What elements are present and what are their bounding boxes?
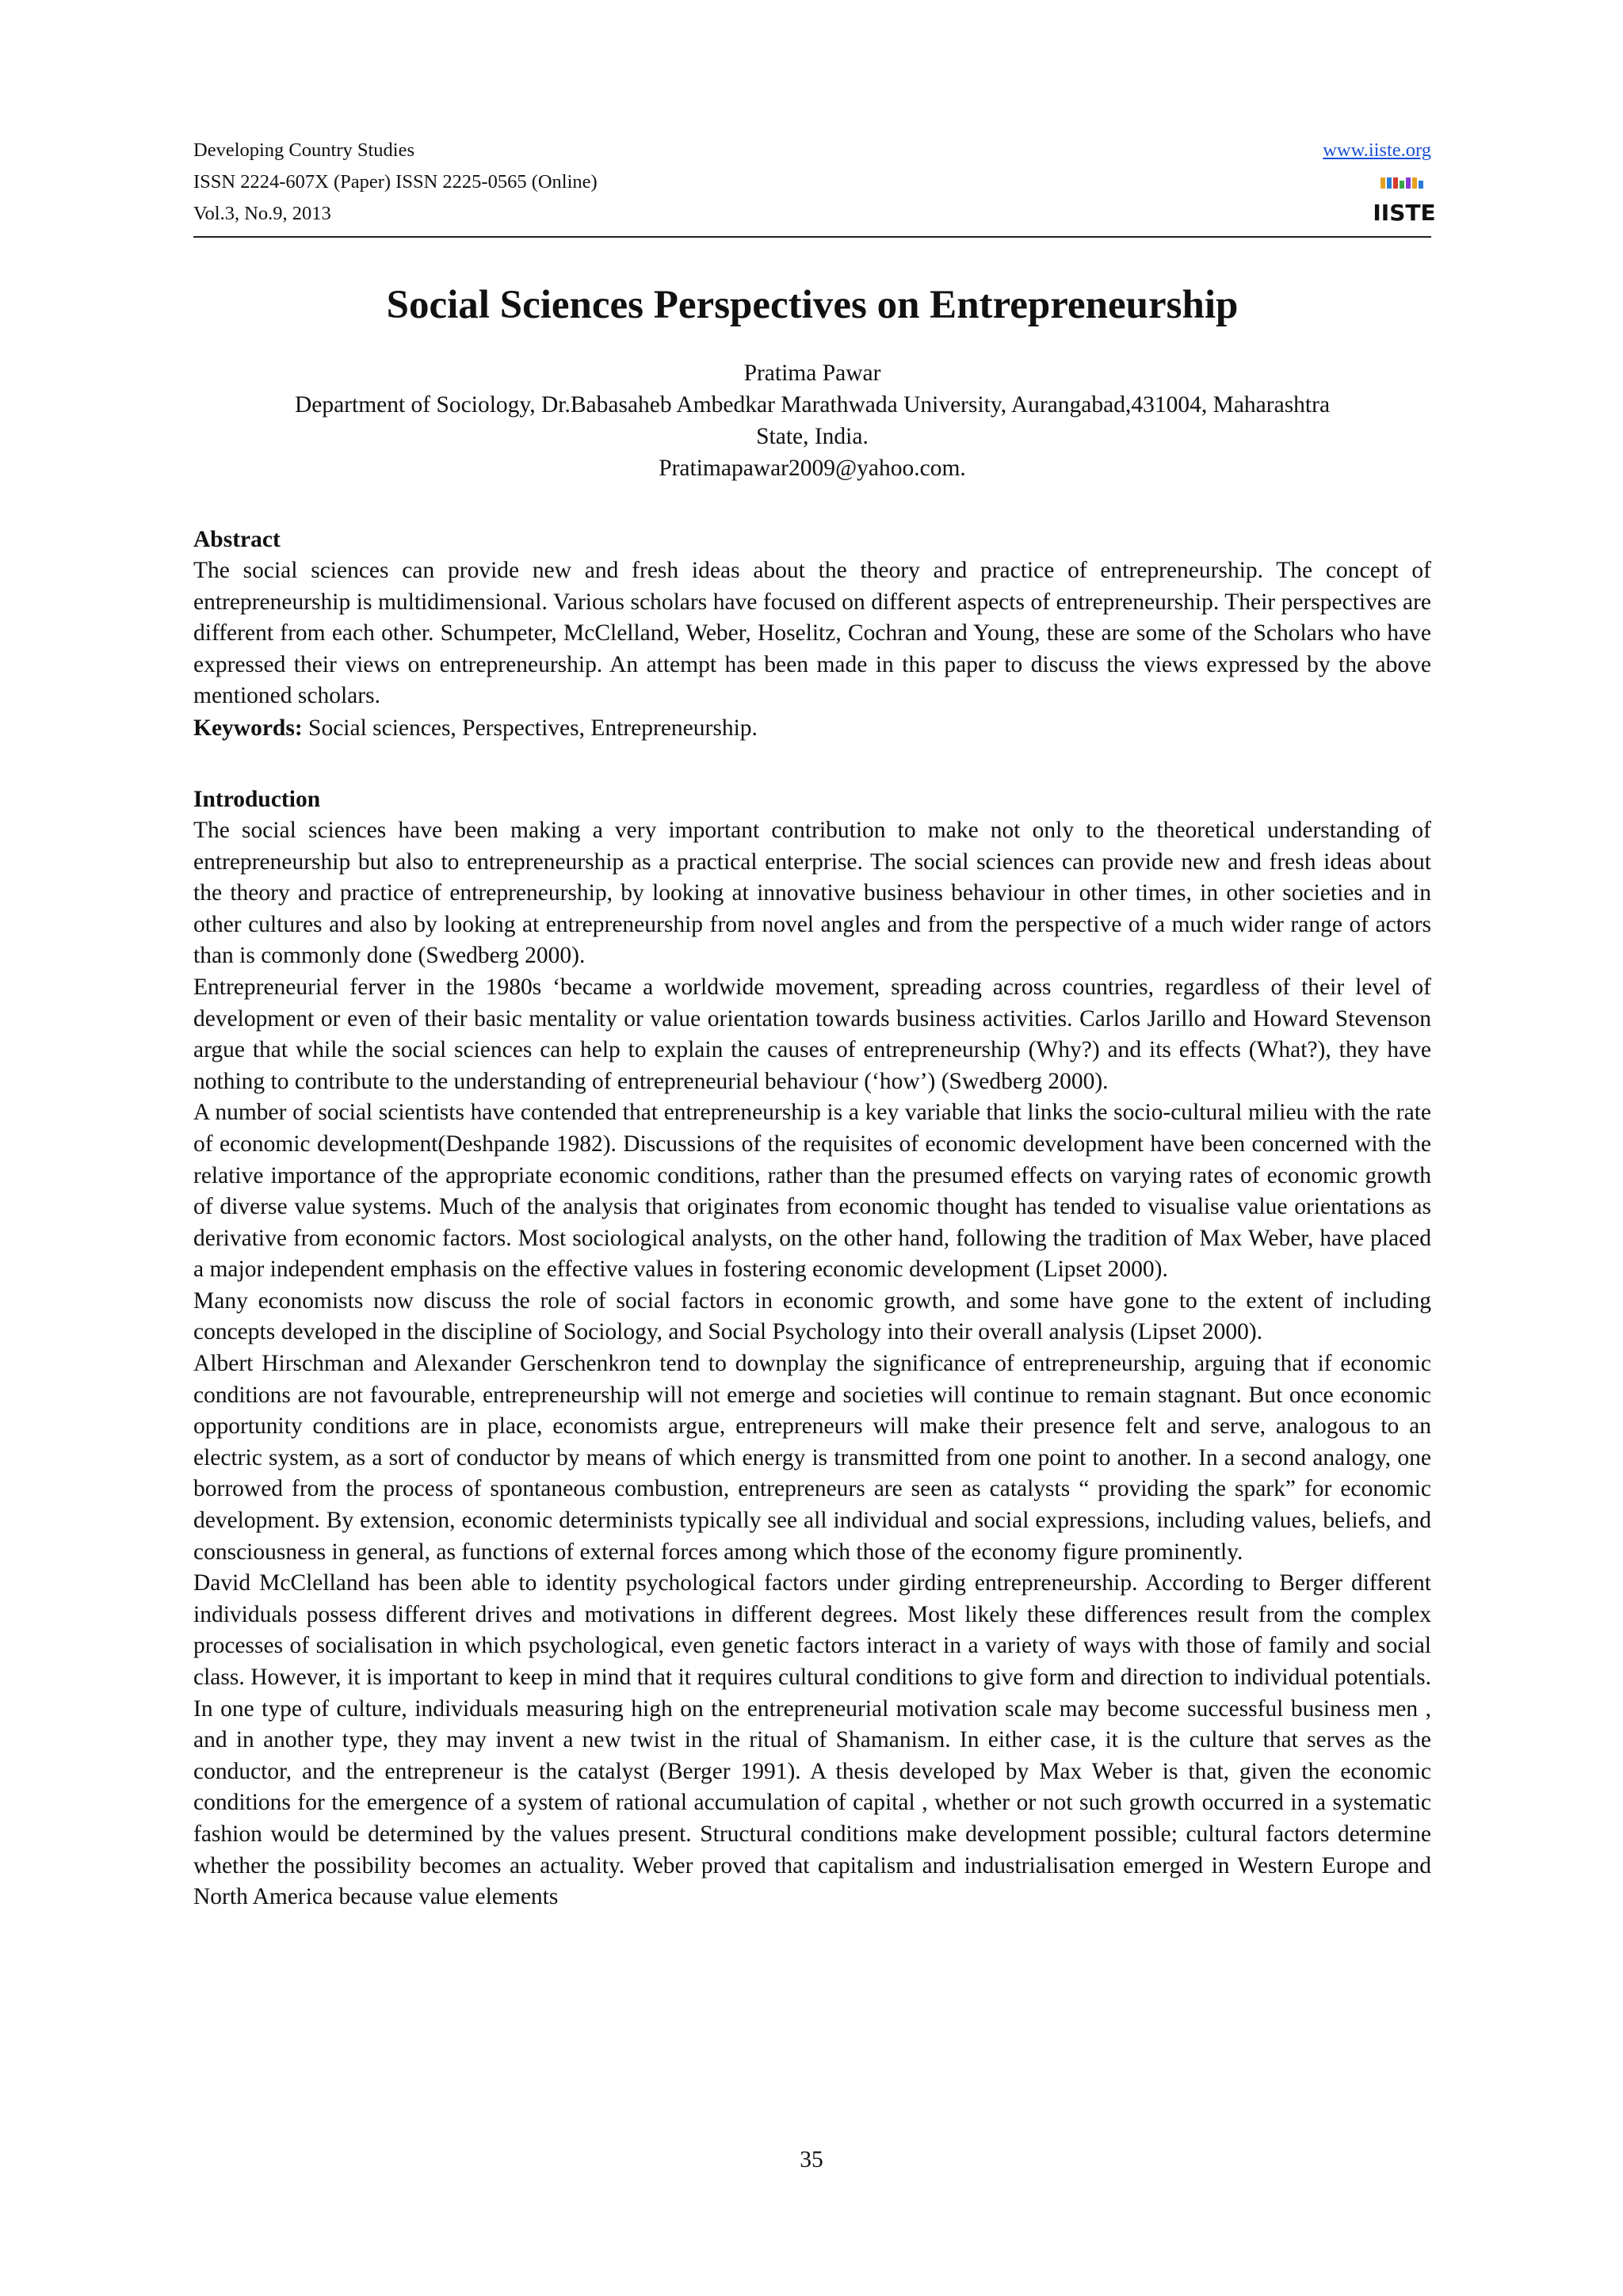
paper-page (193, 135, 1436, 1913)
introduction-heading: Introduction (193, 786, 321, 812)
journal-volume: Vol.3, No.9, 2013 (193, 203, 331, 224)
journal-name: Developing Country Studies (193, 139, 415, 161)
logo-text: IISTE (1373, 200, 1436, 226)
paper-title: Social Sciences Perspectives on Entrepreneurship (386, 283, 1239, 327)
author-affiliation-line1: Department of Sociology, Dr.Babasaheb Ambedkar Marathwada University, Aurangabad,431004, Maharashtra (294, 392, 1331, 418)
intro-paragraph: Entrepreneurial ferver in the 1980s ‘became a worldwide movement, spreading across countries, regardless of their level of development or even of their basic mentality or value orientation towards business activities. Carlos Jarillo and Howard Stevenson argue that while the social sciences can help to explain the causes of entrepreneurship (Why?) and its effects (What?), they have nothing to contribute to the understanding of entrepreneurial behaviour (‘how’) (Swedberg 2000). (193, 974, 1431, 1094)
keywords-list: Social sciences, Perspectives, Entrepreneurship. (302, 715, 758, 741)
iiste-logo-icon (1373, 174, 1436, 231)
page-number: 35 (800, 2147, 823, 2172)
website-link[interactable]: www.iiste.org (1323, 139, 1431, 161)
author-name: Pratima Pawar (743, 360, 881, 386)
abstract-heading: Abstract (193, 527, 281, 552)
journal-site (1323, 135, 1436, 242)
keywords-label: Keywords: (193, 715, 303, 741)
intro-paragraph: Albert Hirschman and Alexander Gerschenkron tend to downplay the significance of entrepreneurship, arguing that if economic conditions are not favourable, entrepreneurship will not emerge and societies will continue to remain stagnant. But once economic opportunity conditions are in place, economists argue, entrepreneurs will make their presence felt and serve, analogous to an electric system, as a sort of conductor by means of which energy is transmitted from one point to another. In a second analogy, one borrowed from the process of spontaneous combustion, entrepreneurs are seen as catalysts “ providing the spark” for economic development. By extension, economic determinists typically see all individual and social expressions, including values, beliefs, and consciousness in general, as functions of external forces among which those of the economy figure prominently. (193, 1351, 1431, 1565)
author-affiliation-line2: State, India. (756, 424, 869, 449)
intro-paragraph: The social sciences have been making a very important contribution to make not only to the theoretical understanding of entrepreneurship but also to entrepreneurship as a practical enterprise. The social sciences can provide new and fresh ideas about the theory and practice of entrepreneurship, by looking at innovative business behaviour in other times, in other societies and in other cultures and also by looking at entrepreneurship from novel angles and from the perspective of a much wider range of actors than is commonly done (Swedberg 2000). (193, 817, 1431, 969)
author-email: Pratimapawar2009@yahoo.com. (659, 456, 966, 481)
journal-info (193, 135, 598, 230)
abstract-text: The social sciences can provide new and fresh ideas about the theory and practice of entrepreneurship. The concept of entrepreneurship is multidimensional. Various scholars have focused on different aspects of entrepreneurship. Their perspectives are different from each other. Schumpeter, McClelland, Weber, Hoselitz, Cochran and Young, these are some of the Scholars who have expressed their views on entrepreneurship. An attempt has been made in this paper to discuss the views expressed by the above mentioned scholars. (193, 558, 1431, 709)
header-rule (193, 236, 1431, 238)
journal-issn: ISSN 2224-607X (Paper) ISSN 2225-0565 (Online) (193, 171, 598, 193)
intro-paragraph: A number of social scientists have contended that entrepreneurship is a key variable that links the socio-cultural milieu with the rate of economic development(Deshpande 1982). Discussions of the requisites of economic development have been concerned with the relative importance of the appropriate economic conditions, rather than the presumed effects on varying rates of economic growth of diverse value systems. Much of the analysis that originates from economic thought has tended to visualise value orientations as derivative from economic factors. Most sociological analysts, on the other hand, following the tradition of Max Weber, have placed a major independent emphasis on the effective values in fostering economic development (Lipset 2000). (193, 1100, 1431, 1283)
intro-paragraph: Many economists now discuss the role of social factors in economic growth, and some have gone to the extent of including concepts developed in the discipline of Sociology, and Social Psychology into their overall analysis (Lipset 2000). (193, 1287, 1431, 1345)
intro-paragraph: David McClelland has been able to identity psychological factors under girding entrepreneurship. According to Berger different individuals possess different drives and motivations in different degrees. Most likely these differences result from the complex processes of socialisation in which psychological, even genetic factors interact in a variety of ways with those of family and social class. However, it is important to keep in mind that it requires cultural conditions to give form and direction to individual potentials. In one type of culture, individuals measuring high on the entrepreneurial motivation scale may become successful business men , and in another type, they may invent a new twist in the ritual of Shamanism. In either case, it is the culture that serves as the conductor, and the entrepreneur is the catalyst (Berger 1991). A thesis developed by Max Weber is that, given the economic conditions for the emergence of a system of rational accumulation of capital , whether or not such growth occurred in a systematic fashion would be determined by the values present. Structural conditions make development possible; cultural factors determine whether the possibility becomes an actuality. Weber proved that capitalism and industrialisation emerged in Western Europe and North America because value elements (193, 1570, 1431, 1910)
keywords-line (193, 712, 1431, 744)
author-block (193, 357, 1431, 484)
journal-header (193, 135, 1436, 234)
